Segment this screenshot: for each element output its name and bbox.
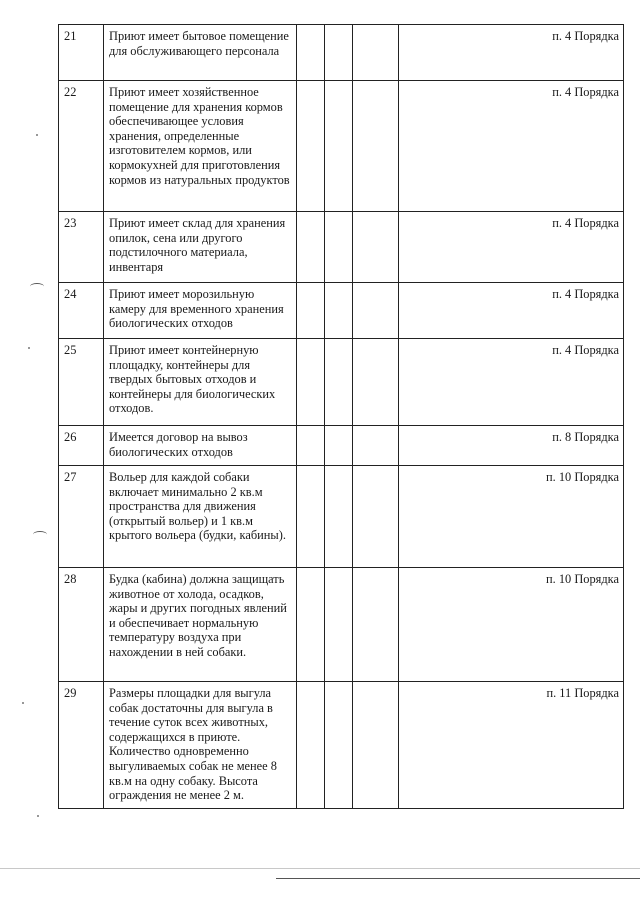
answer-cell-na: [353, 212, 399, 283]
scan-speck: [37, 815, 39, 817]
requirement-text: Будка (кабина) должна защищать животное от холода, осадков, жары и других погодных явлений и обеспечивает нормальную температуру воздуха при нахождении в ней собаки.: [104, 568, 297, 682]
row-number: 29: [59, 682, 104, 809]
table-row: [59, 339, 624, 426]
checklist-table: [58, 24, 624, 809]
table-row: [59, 426, 624, 466]
answer-cell-yes: [297, 466, 325, 568]
reference-text: п. 4 Порядка: [399, 25, 624, 81]
requirement-text: Размеры площадки для выгула собак достаточны для выгула в течение суток всех животных, содержащихся в приюте. Количество одновременно выгуливаемых собак не менее 8 кв.м на одну собаку. Высота ограждения не менее 2 м.: [104, 682, 297, 809]
requirement-text: Приют имеет контейнерную площадку, контейнеры для твердых бытовых отходов и контейнеры для биологических отходов.: [104, 339, 297, 426]
answer-cell-no: [325, 682, 353, 809]
scan-mark: [33, 531, 47, 538]
answer-cell-yes: [297, 682, 325, 809]
requirement-text: Приют имеет хозяйственное помещение для хранения кормов обеспечивающее условия хранения, определенные изготовителем кормов, или кормокухней для приготовления кормов из натуральных продуктов: [104, 81, 297, 212]
answer-cell-yes: [297, 81, 325, 212]
answer-cell-no: [325, 426, 353, 466]
requirement-text: Приют имеет бытовое помещение для обслуживающего персонала: [104, 25, 297, 81]
row-number: 28: [59, 568, 104, 682]
reference-text: п. 4 Порядка: [399, 339, 624, 426]
answer-cell-no: [325, 212, 353, 283]
reference-text: п. 11 Порядка: [399, 682, 624, 809]
reference-text: п. 10 Порядка: [399, 466, 624, 568]
answer-cell-no: [325, 568, 353, 682]
answer-cell-na: [353, 81, 399, 212]
answer-cell-no: [325, 283, 353, 339]
answer-cell-no: [325, 81, 353, 212]
answer-cell-na: [353, 682, 399, 809]
answer-cell-no: [325, 339, 353, 426]
row-number: 27: [59, 466, 104, 568]
table-row: [59, 283, 624, 339]
answer-cell-no: [325, 466, 353, 568]
reference-text: п. 4 Порядка: [399, 283, 624, 339]
scan-mark: [30, 283, 44, 290]
row-number: 25: [59, 339, 104, 426]
requirement-text: Имеется договор на вывоз биологических отходов: [104, 426, 297, 466]
answer-cell-yes: [297, 339, 325, 426]
answer-cell-na: [353, 426, 399, 466]
reference-text: п. 4 Порядка: [399, 81, 624, 212]
table-row: [59, 568, 624, 682]
answer-cell-yes: [297, 568, 325, 682]
reference-text: п. 8 Порядка: [399, 426, 624, 466]
scan-speck: [22, 702, 24, 704]
row-number: 26: [59, 426, 104, 466]
requirement-text: Вольер для каждой собаки включает минимально 2 кв.м пространства для движения (открытый вольер) и 1 кв.м крытого вольера (будки, кабины).: [104, 466, 297, 568]
requirement-text: Приют имеет морозильную камеру для временного хранения биологических отходов: [104, 283, 297, 339]
answer-cell-yes: [297, 25, 325, 81]
page-edge-line: [0, 868, 640, 869]
answer-cell-yes: [297, 283, 325, 339]
table-row: [59, 212, 624, 283]
row-number: 23: [59, 212, 104, 283]
footer-line: [276, 878, 640, 879]
table-row: [59, 25, 624, 81]
table-row: [59, 682, 624, 809]
answer-cell-no: [325, 25, 353, 81]
requirement-text: Приют имеет склад для хранения опилок, сена или другого подстилочного материала, инвентаря: [104, 212, 297, 283]
answer-cell-yes: [297, 212, 325, 283]
answer-cell-na: [353, 283, 399, 339]
answer-cell-na: [353, 25, 399, 81]
answer-cell-na: [353, 466, 399, 568]
answer-cell-na: [353, 568, 399, 682]
row-number: 22: [59, 81, 104, 212]
reference-text: п. 10 Порядка: [399, 568, 624, 682]
table-row: [59, 81, 624, 212]
row-number: 21: [59, 25, 104, 81]
scan-speck: [36, 134, 38, 136]
scan-speck: [28, 347, 30, 349]
row-number: 24: [59, 283, 104, 339]
answer-cell-yes: [297, 426, 325, 466]
table-row: [59, 466, 624, 568]
reference-text: п. 4 Порядка: [399, 212, 624, 283]
answer-cell-na: [353, 339, 399, 426]
